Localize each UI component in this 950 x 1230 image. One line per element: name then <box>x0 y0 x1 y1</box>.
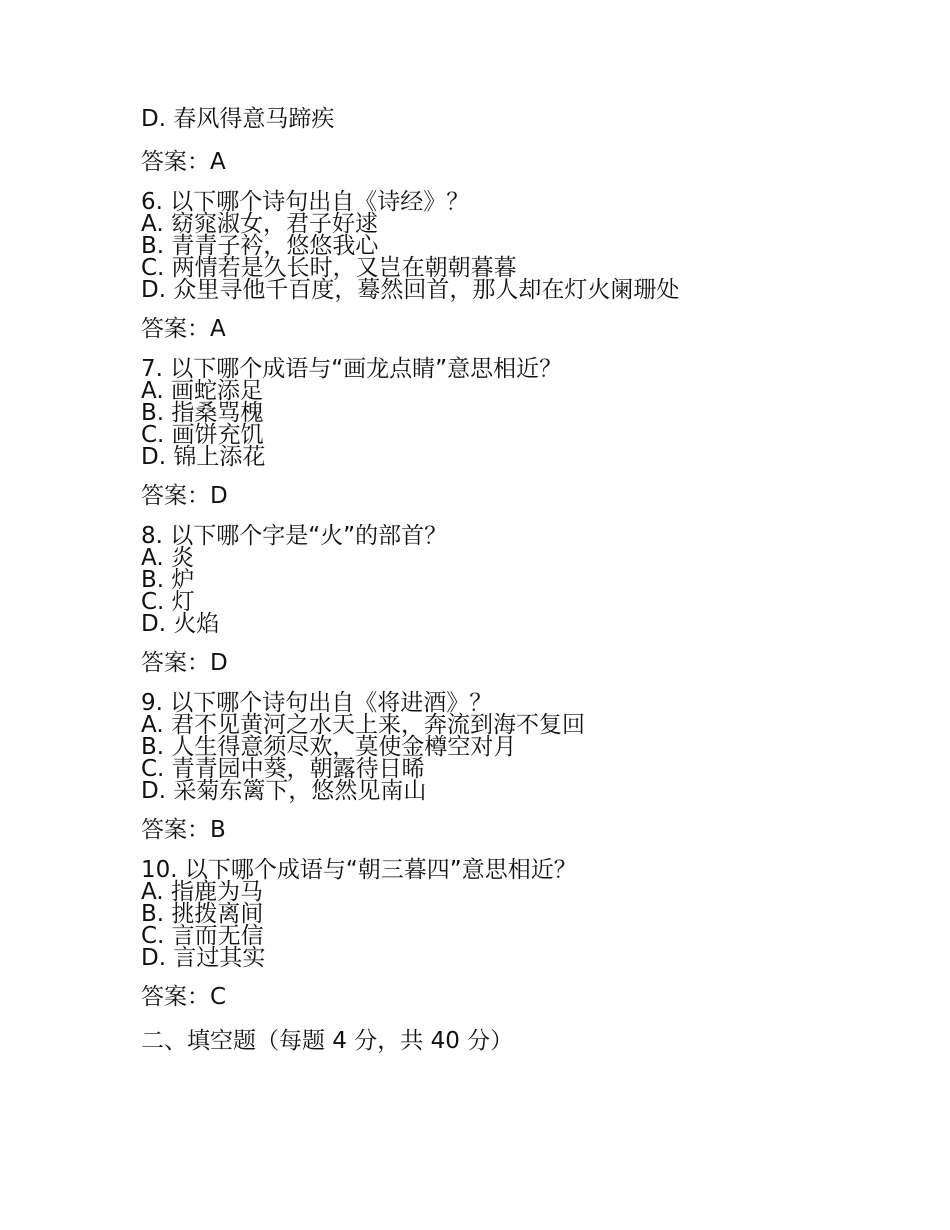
option-c: C. 两情若是久长时，又岂在朝朝暮暮 <box>141 255 517 281</box>
option-d: D. 春风得意马蹄疾 <box>141 106 335 132</box>
option-b: B. 炉 <box>141 567 195 593</box>
question-block-6 <box>141 191 901 301</box>
question-text: 8. 以下哪个字是“火”的部首？ <box>141 523 448 549</box>
option-b: B. 挑拨离间 <box>141 901 264 927</box>
answer-line: 答案：A <box>141 149 226 175</box>
question-block-8 <box>141 525 901 635</box>
document-page <box>141 104 901 1056</box>
answer-line: 答案：D <box>141 483 228 509</box>
question-text: 9. 以下哪个诗句出自《将进酒》？ <box>141 690 493 716</box>
section-title: 二、填空题（每题 4 分，共 40 分） <box>141 1028 514 1054</box>
option-a: A. 君不见黄河之水天上来，奔流到海不复回 <box>141 712 585 738</box>
option-a: A. 炎 <box>141 545 194 571</box>
question-text: 7. 以下哪个成语与“画龙点睛”意思相近？ <box>141 356 563 382</box>
option-b: B. 人生得意须尽欢，莫使金樽空对月 <box>141 734 517 760</box>
question-block-9 <box>141 692 901 802</box>
answer-line: 答案：C <box>141 984 227 1010</box>
option-c: C. 画饼充饥 <box>141 422 264 448</box>
option-c: C. 言而无信 <box>141 923 264 949</box>
answer-line: 答案：A <box>141 316 226 342</box>
question-text: 6. 以下哪个诗句出自《诗经》？ <box>141 189 470 215</box>
option-b: B. 指桑骂槐 <box>141 400 264 426</box>
question-block-10 <box>141 859 901 969</box>
option-d: D. 众里寻他千百度，蓦然回首，那人却在灯火阑珊处 <box>141 277 680 303</box>
question-block-7 <box>141 358 901 468</box>
answer-line: 答案：D <box>141 650 228 676</box>
option-a: A. 窈窕淑女，君子好逑 <box>141 211 378 237</box>
option-a: A. 画蛇添足 <box>141 378 263 404</box>
option-a: A. 指鹿为马 <box>141 879 263 905</box>
option-c: C. 青青园中葵，朝露待日晞 <box>141 756 425 782</box>
option-d: D. 火焰 <box>141 611 220 637</box>
option-b: B. 青青子衿，悠悠我心 <box>141 233 379 259</box>
answer-line: 答案：B <box>141 817 226 843</box>
prev-question-tail <box>141 104 901 177</box>
option-d: D. 采菊东篱下，悠然见南山 <box>141 778 427 804</box>
option-d: D. 锦上添花 <box>141 444 266 470</box>
option-d: D. 言过其实 <box>141 945 266 971</box>
option-c: C. 灯 <box>141 589 195 615</box>
question-text: 10. 以下哪个成语与“朝三暮四”意思相近？ <box>141 857 577 883</box>
